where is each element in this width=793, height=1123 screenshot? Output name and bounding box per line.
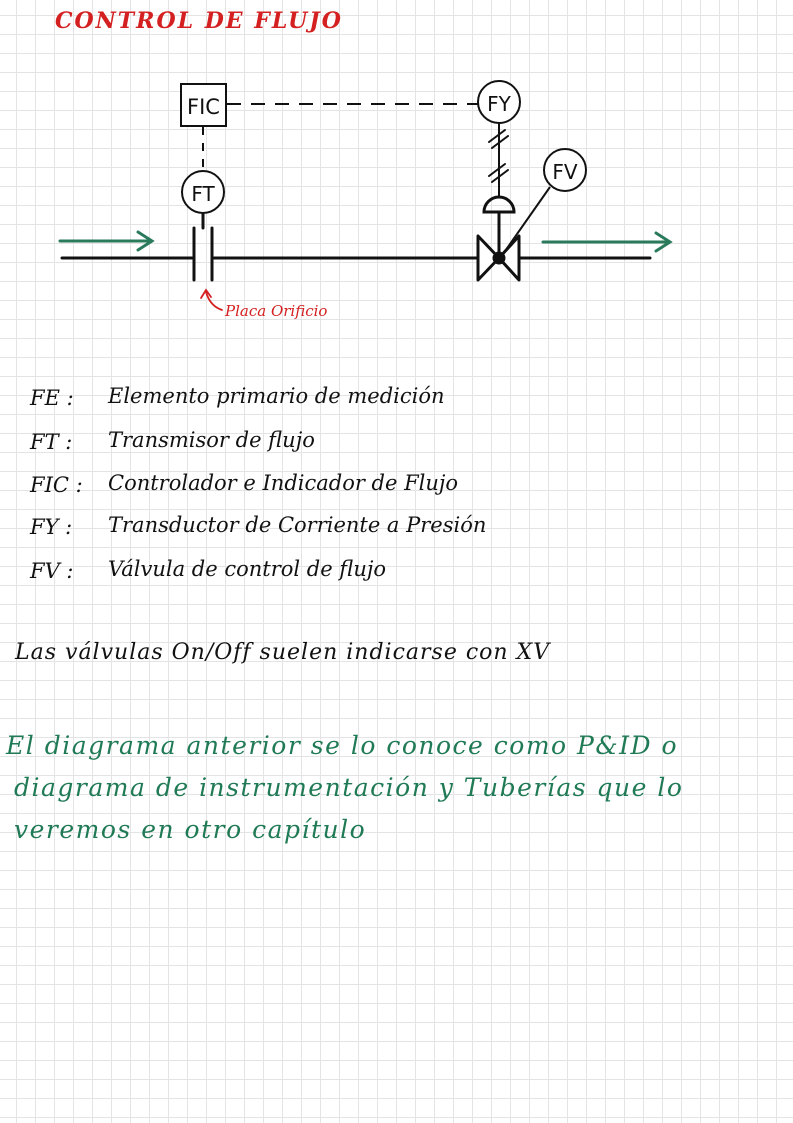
page-title: CONTROL DE FLUJO (55, 8, 343, 34)
legend-description: Transductor de Corriente a Presión (108, 513, 487, 537)
legend-code: FT : (30, 430, 73, 454)
fic-controller (181, 84, 226, 126)
ft-transmitter (182, 171, 224, 213)
legend-description: Elemento primario de medición (108, 384, 445, 408)
orifice-plate (194, 210, 212, 280)
inlet-flow-arrow (60, 232, 152, 250)
fv-tag: FV (552, 160, 578, 184)
ft-tag: FT (191, 182, 215, 206)
legend-code: FIC : (30, 473, 83, 497)
legend-code: FY : (30, 515, 73, 539)
fv-leader-line (503, 187, 550, 254)
legend-description: Controlador e Indicador de Flujo (108, 471, 459, 495)
note-line: diagrama de instrumentación y Tuberías que lo (14, 773, 684, 802)
legend-description: Válvula de control de flujo (108, 557, 386, 581)
orifice-label-pointer (201, 290, 222, 310)
note-line: El diagrama anterior se lo conoce como P&ID o (6, 731, 679, 760)
legend-code: FV : (30, 559, 74, 583)
legend-code: FE : (30, 386, 74, 410)
fy-transducer (478, 81, 520, 123)
legend-description: Transmisor de flujo (108, 428, 315, 452)
fic-tag: FIC (187, 95, 220, 119)
orifice-label: Placa Orificio (225, 302, 328, 320)
fv-valve-tag (544, 149, 586, 191)
pneumatic-signal-line (489, 123, 508, 196)
outlet-flow-arrow (543, 233, 670, 251)
note-line: veremos en otro capítulo (14, 815, 367, 844)
fy-tag: FY (487, 92, 511, 116)
pid-diagram (0, 0, 793, 340)
onoff-valve-remark: Las válvulas On/Off suelen indicarse con XV (15, 640, 551, 665)
